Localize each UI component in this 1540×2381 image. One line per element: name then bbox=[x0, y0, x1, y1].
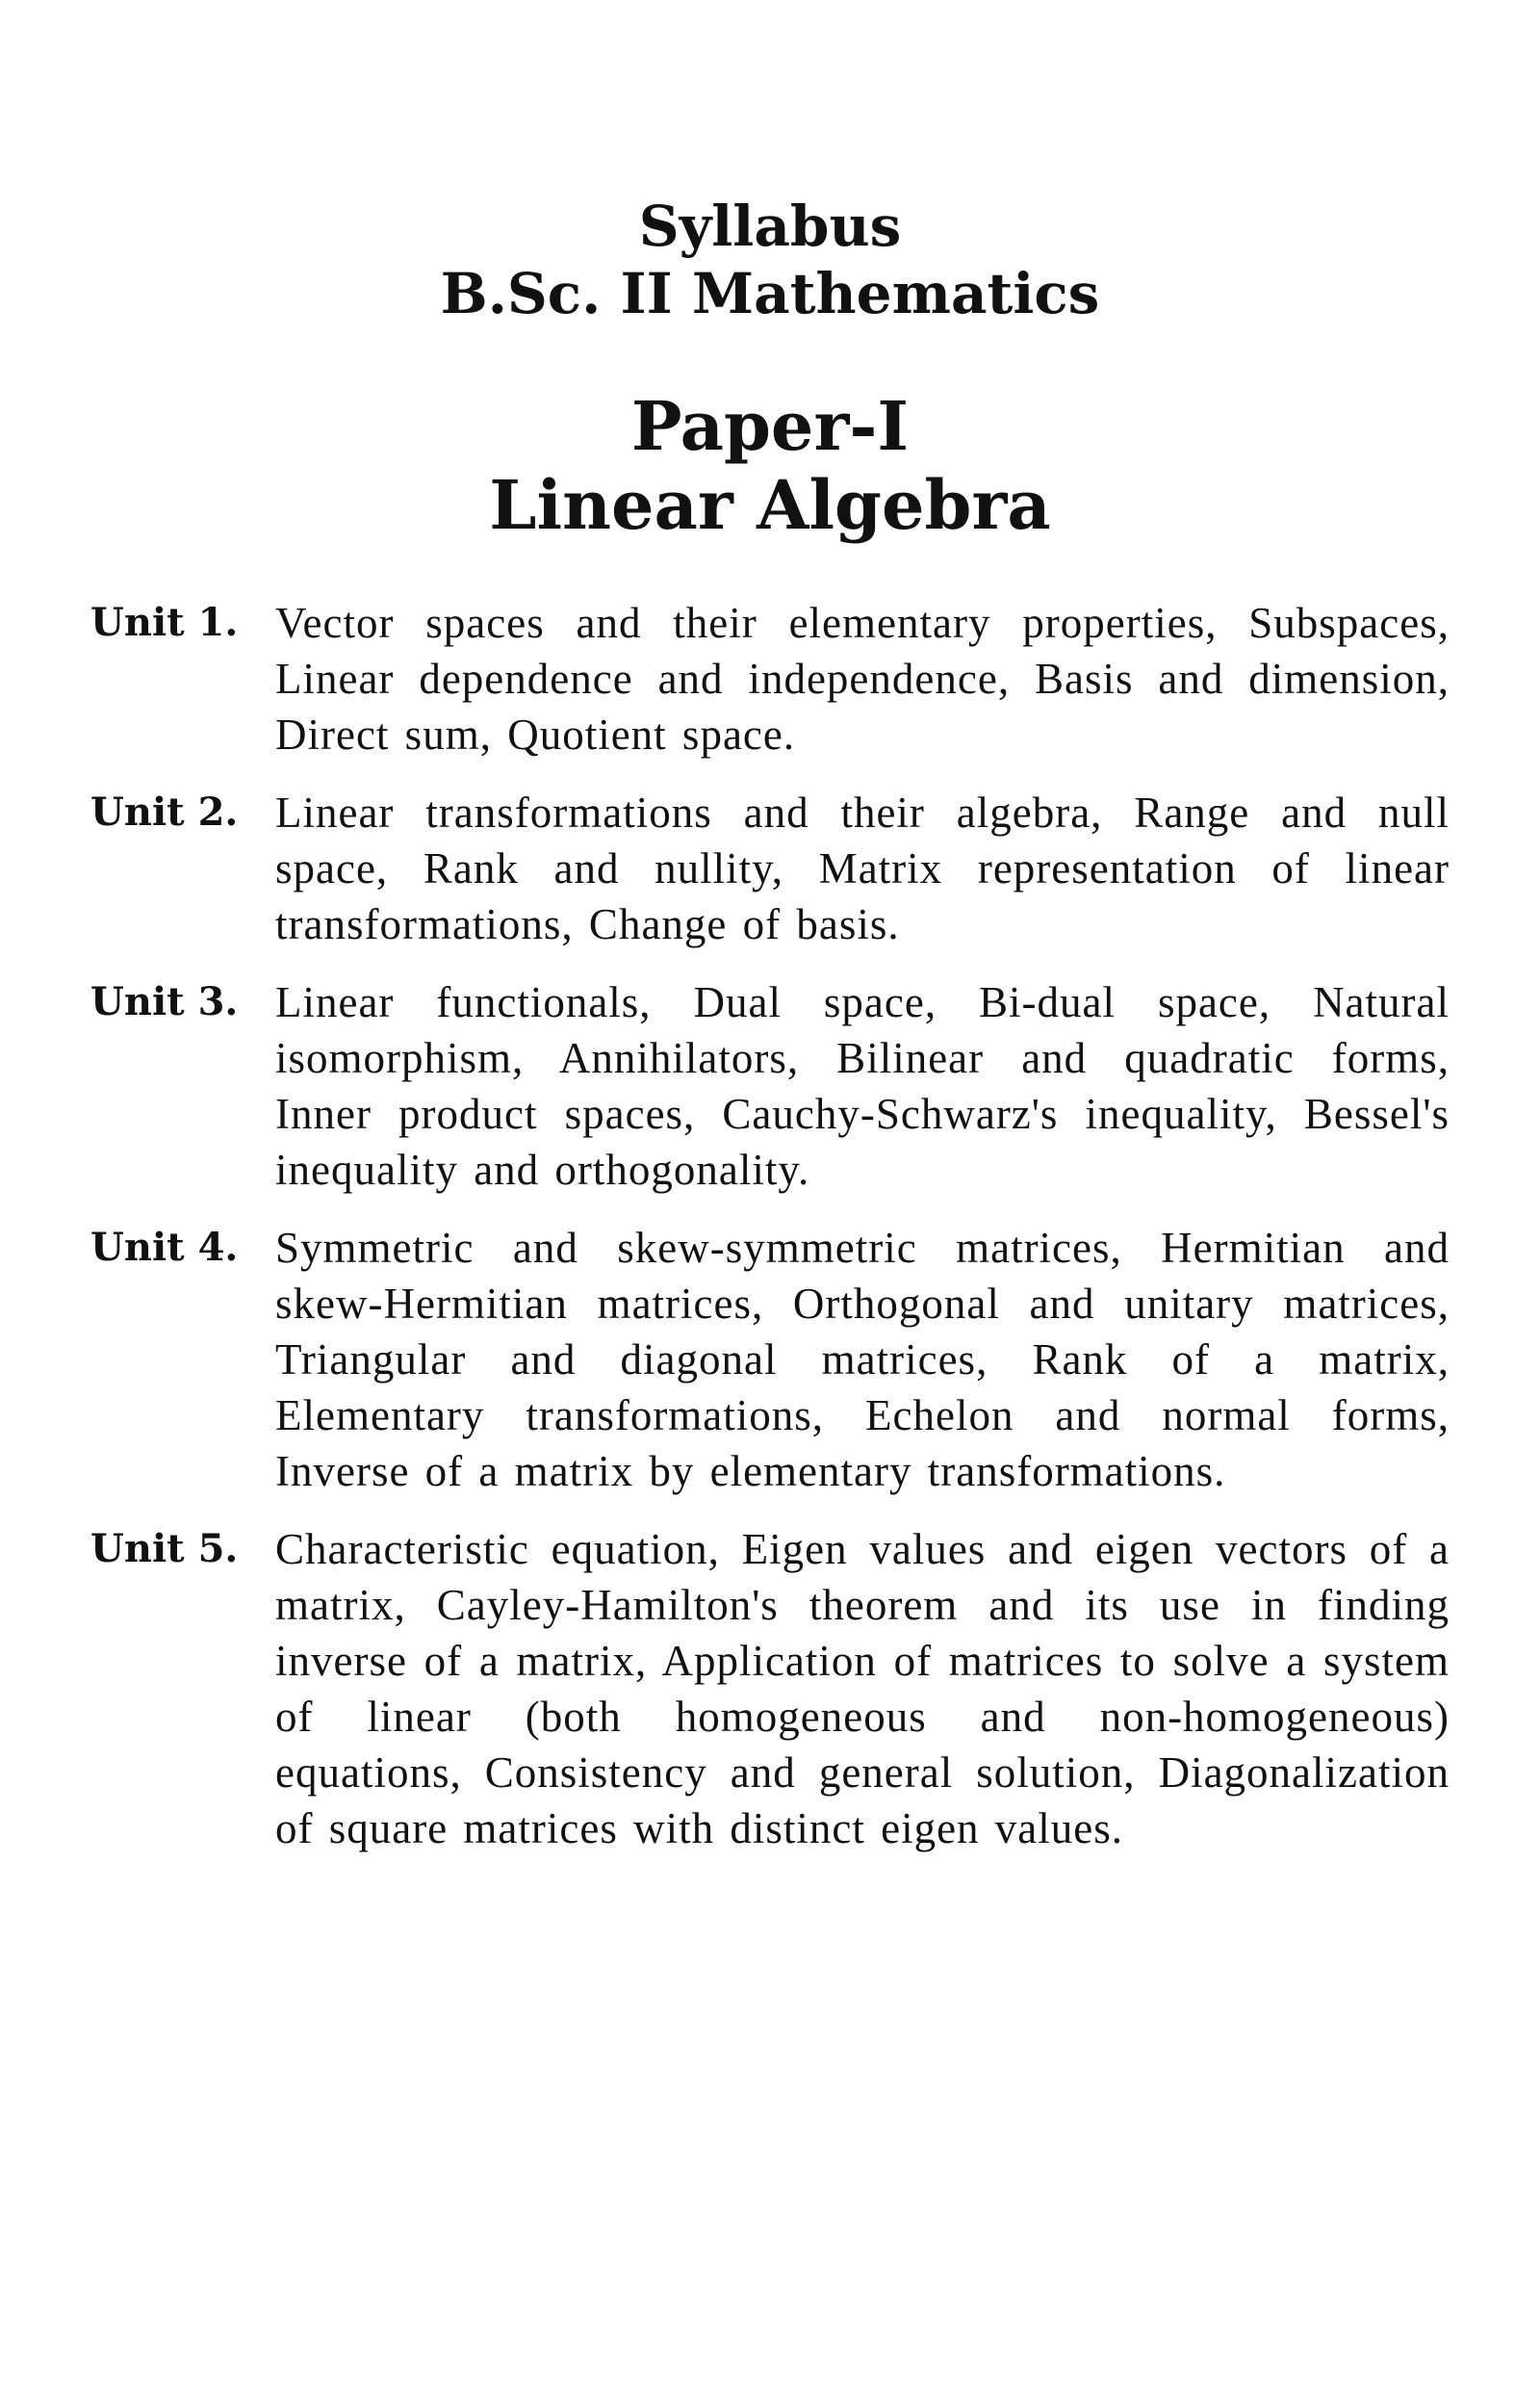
unit-label: Unit 1. bbox=[90, 600, 239, 645]
syllabus-heading: Syllabus bbox=[638, 194, 902, 259]
unit-label: Unit 2. bbox=[90, 789, 239, 835]
unit-3 bbox=[90, 974, 1450, 1198]
subject-heading: Linear Algebra bbox=[489, 465, 1051, 545]
unit-4 bbox=[90, 1220, 1450, 1499]
unit-description: Linear functionals, Dual space, Bi-dual space, Natural isomorphism, Annihilators, Bilinear and quadratic forms, Inner product spaces, Cauchy-Schwarz's inequality, Bessel's inequality and orthogonality. bbox=[275, 978, 1450, 1194]
unit-label: Unit 3. bbox=[90, 979, 239, 1024]
unit-label: Unit 5. bbox=[90, 1526, 239, 1571]
paper-heading: Paper-I bbox=[630, 386, 910, 466]
unit-1 bbox=[90, 595, 1450, 763]
unit-description: Vector spaces and their elementary properties, Subspaces, Linear dependence and independence, Basis and dimension, Direct sum, Quotient space. bbox=[275, 599, 1450, 759]
course-heading: B.Sc. II Mathematics bbox=[440, 261, 1100, 326]
unit-description: Symmetric and skew-symmetric matrices, Hermitian and skew-Hermitian matrices, Orthogonal and unitary matrices, Triangular and diagonal matrices, Rank of a matrix, Elementary transformations, Echelon and normal forms, Inverse of a matrix by elementary transformations. bbox=[275, 1224, 1450, 1495]
unit-5 bbox=[90, 1521, 1450, 1856]
unit-2 bbox=[90, 785, 1450, 952]
unit-description: Characteristic equation, Eigen values and eigen vectors of a matrix, Cayley-Hamilton's theorem and its use in finding inverse of a matrix, Application of matrices to solve a system of linear (both homogeneous and non-homogeneous) equations, Consistency and general solution, Diagonalization of square matrices with distinct eigen values. bbox=[275, 1525, 1450, 1852]
unit-description: Linear transformations and their algebra, Range and null space, Rank and nullity, Matrix representation of linear transformations, Change of basis. bbox=[275, 789, 1450, 948]
unit-list bbox=[90, 595, 1450, 1878]
unit-label: Unit 4. bbox=[90, 1225, 239, 1270]
